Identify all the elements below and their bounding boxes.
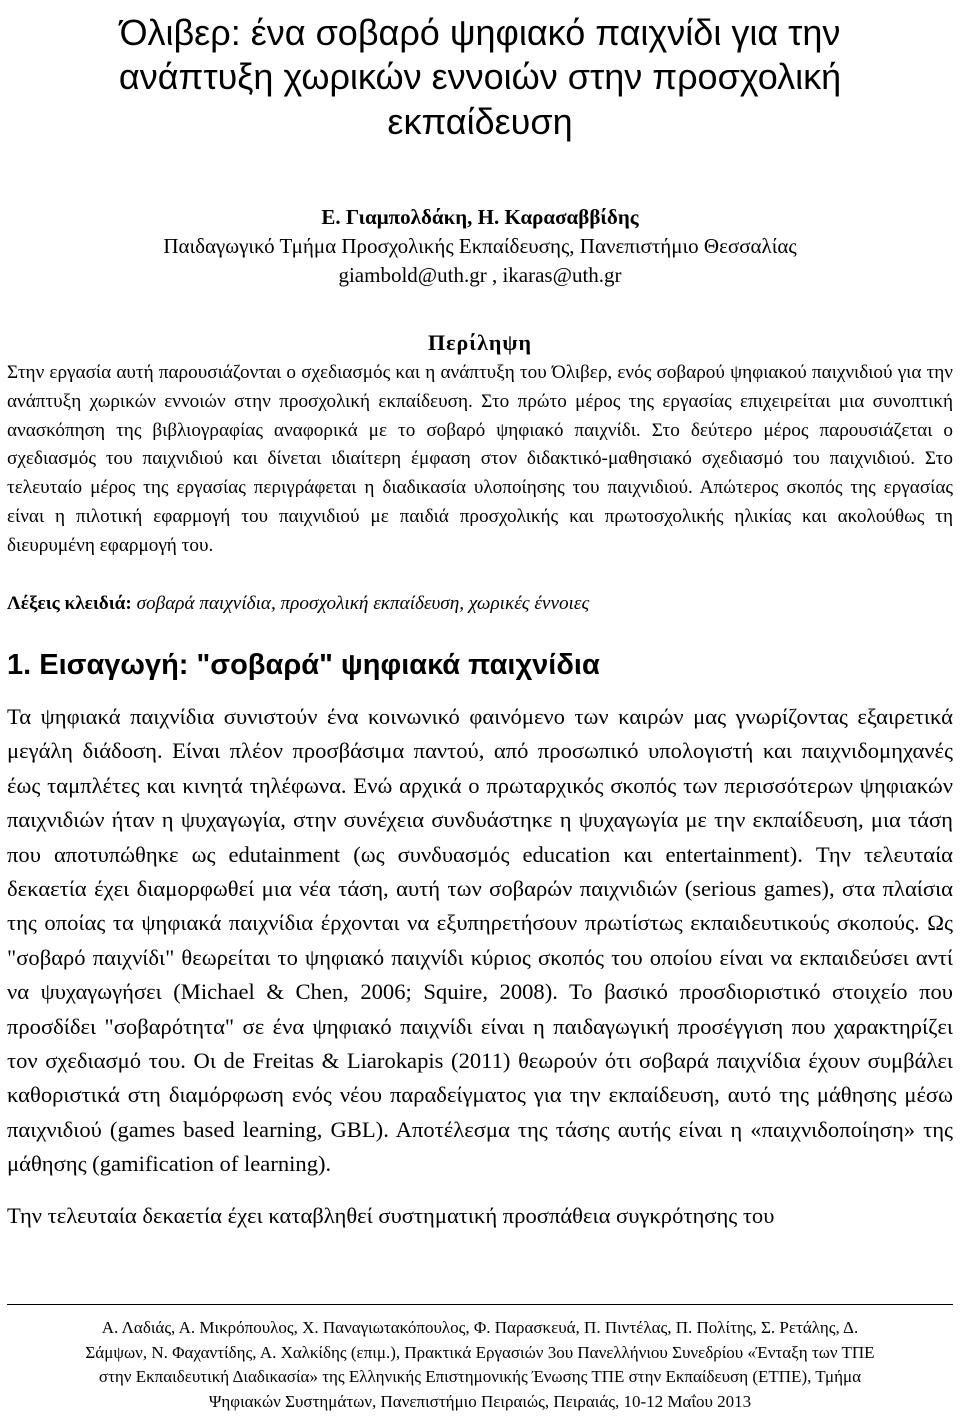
- keywords-line: [7, 590, 953, 618]
- footer-line-4: Ψηφιακών Συστημάτων, Πανεπιστήμιο Πειραιώς, Πειραιάς, 10-12 Μαΐου 2013: [208, 1391, 752, 1411]
- body-paragraph-2: Την τελευταία δεκαετία έχει καταβληθεί συστηματική προσπάθεια συγκρότησης του: [7, 1202, 775, 1228]
- abstract-body: [7, 359, 953, 561]
- section-heading: 1. Εισαγωγή: "σοβαρά" ψηφιακά παιχνίδια: [7, 649, 600, 681]
- footer-line-2: Σάμψων, Ν. Φαχαντίδης, Α. Χαλκίδης (επιμ.), Πρακτικά Εργασιών 3ου Πανελλήνιου Συνεδρίου «Ένταξη των ΤΠΕ: [85, 1342, 875, 1362]
- footer-citation: [7, 1316, 953, 1414]
- section-body: [7, 700, 953, 1233]
- keywords-text: σοβαρά παιχνίδια, προσχολική εκπαίδευση, χωρικές έννοιες: [136, 593, 590, 614]
- footer-line-3: στην Εκπαιδευτική Διαδικασία» της Ελληνικής Επιστημονικής Ένωσης ΤΠΕ στην Εκπαίδευση (ΕΤΠΕ), Τμήμα: [98, 1367, 862, 1386]
- author-names: Ε. Γιαμπολδάκη, Η. Καρασαββίδης: [321, 205, 639, 229]
- author-emails: giambold@uth.gr , ikaras@uth.gr: [338, 263, 622, 287]
- title-line-3: εκπαίδευση: [387, 101, 573, 142]
- author-block: [7, 203, 953, 290]
- title-line-2: ανάπτυξη χωρικών εννοιών στην προσχολική: [118, 56, 842, 97]
- keywords-label: Λέξεις κλειδιά:: [7, 593, 132, 614]
- footer-divider: [7, 1304, 953, 1305]
- body-paragraph-1: Τα ψηφιακά παιχνίδια συνιστούν ένα κοινωνικό φαινόμενο των καιρών μας γνωρίζοντας εξαιρετικά μεγάλη διάδοση. Είναι πλέον προσβάσιμα παντού, από προσωπικό υπολογιστή και παιχνιδομηχανές έως ταμπλέτες και κινητά τηλέφωνα. Ενώ αρχικά ο πρωταρχικός σκοπός των περισσότερων ψηφιακών παιχνιδιών ήταν η ψυχαγωγία, στην συνέχεια συνδυάστηκε η ψυχαγωγία με την εκπαίδευση, μια τάση που αποτυπώθηκε ως edutainment (ως συνδυασμός education και entertainment). Την τελευταία δεκαετία έχει διαμορφωθεί μια νέα τάση, αυτή των σοβαρών παιχνιδιών (serious games), στα πλαίσια της οποίας τα ψηφιακά παιχνίδια έρχονται να εξυπηρετήσουν πρωτίστως εκπαιδευτικούς σκοπούς. Ως "σοβαρό παιχνίδι" θεωρείται το ψηφιακό παιχνίδι κύριος σκοπός του οποίου είναι να εκπαιδεύσει αντί να ψυχαγωγήσει (Michael & Chen, 2006; Squire, 2008). Το βασικό προσδιοριστικό στοιχείο που προσδίδει "σοβαρότητα" σε ένα ψηφιακό παιχνίδι είναι η παιδαγωγική προσέγγιση που χαρακτηρίζει τον σχεδιασμό του. Οι de Freitas & Liarokapis (2011) θεωρούν ότι σοβαρά παιχνίδια έχουν συμβάλει καθοριστικά στη διαμόρφωση ενός νέου παραδείγματος για την εκπαίδευση, αυτό της μάθησης μέσω παιχνιδιού (games based learning, GBL). Αποτέλεσμα της τάσης αυτής είναι η «παιχνιδοποίηση» της μάθησης (gamification of learning).: [7, 704, 953, 1177]
- title-line-1: Όλιβερ: ένα σοβαρό ψηφιακό παιχνίδι για την: [119, 12, 841, 53]
- paper-page: [7, 0, 953, 1416]
- footer-line-1: Α. Λαδιάς, Α. Μικρόπουλος, Χ. Παναγιωτακόπουλος, Φ. Παρασκευά, Π. Πιντέλας, Π. Πολίτης, Σ. Ρετάλης, Δ.: [101, 1318, 859, 1337]
- abstract-heading: Περίληψη: [427, 330, 533, 355]
- abstract-text: Στην εργασία αυτή παρουσιάζονται ο σχεδιασμός και η ανάπτυξη του Όλιβερ, ενός σοβαρού ψηφιακού παιχνιδιού για την ανάπτυξη χωρικών εννοιών στην προσχολική εκπαίδευση. Στο πρώτο μέρος της εργασίας επιχειρείται μια συνοπτική ανασκόπηση της βιβλιογραφίας αναφορικά με το σοβαρό ψηφιακό παιχνίδι. Στο δεύτερο μέρος παρουσιάζεται ο σχεδιασμός του παιχνιδιού και δίνεται ιδιαίτερη έμφαση στον διδακτικό-μαθησιακό σχεδιασμό του παιχνιδιού. Στο τελευταίο μέρος της εργασίας περιγράφεται η διαδικασία υλοποίησης του παιχνιδιού. Απώτερος σκοπός της εργασίας είναι η πιλοτική εφαρμογή του παιχνιδιού με παιδιά προσχολικής και πρωτοσχολικής ηλικίας και ακολούθως τη διευρυμένη εφαρμογή του.: [7, 362, 953, 556]
- author-affiliation: Παιδαγωγικό Τμήμα Προσχολικής Εκπαίδευσης, Πανεπιστήμιο Θεσσαλίας: [163, 234, 797, 258]
